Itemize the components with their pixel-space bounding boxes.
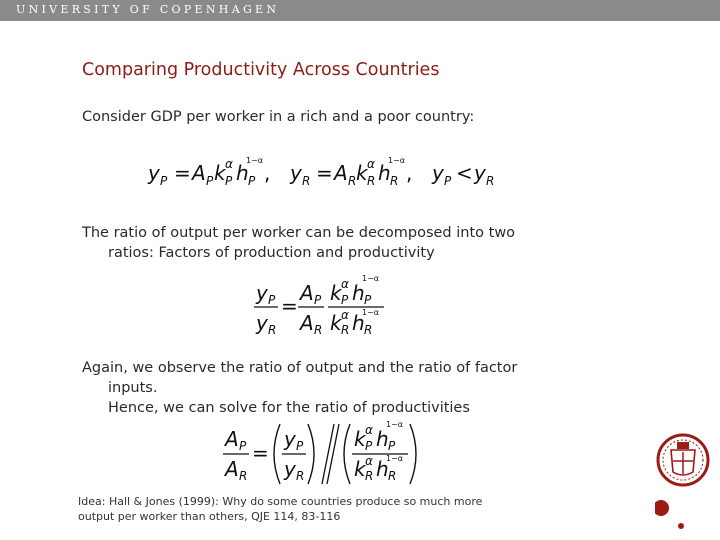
eq1-y: y (148, 161, 160, 185)
eq1-A-sub: P (206, 174, 214, 188)
eq3-right-paren-1 (308, 424, 314, 484)
eq1c-y2-sub: R (486, 174, 495, 188)
eq1-A: A (192, 161, 206, 185)
eq2-kR-sub: R (341, 323, 350, 337)
eq2-kP: k (330, 281, 342, 305)
productivity-ratio-equation (222, 418, 427, 490)
output-ratio-decomposition (252, 272, 392, 342)
eq3-left-paren-1 (274, 424, 280, 484)
eq1c-y: y (432, 161, 444, 185)
eq1b-k: k (356, 161, 368, 185)
eq2-AR: A (300, 311, 314, 335)
eq1b-y-sub: R (302, 174, 311, 188)
eq3-division-slash-1 (322, 424, 334, 484)
eq1-comma: , (264, 161, 271, 185)
eq3-AP-sub: P (239, 439, 247, 453)
eq3-yP: y (284, 427, 296, 451)
eq1b-y: y (290, 161, 302, 185)
eq1-h-exp: 1−α (246, 156, 264, 165)
footnote-line-1: Idea: Hall & Jones (1999): Why do some countries produce so much more (78, 495, 483, 508)
eq1-k: k (214, 161, 226, 185)
again-text-line-2: inputs. (108, 380, 158, 396)
eq3-AR-sub: R (239, 469, 248, 483)
footnote-line-2: output per worker than others, QJE 114, 83-116 (78, 510, 341, 523)
eq3-yP-sub: P (296, 439, 304, 453)
university-seal-icon (655, 432, 711, 536)
eq2-kR-exp: α (341, 308, 349, 322)
eq1c-y-sub: P (444, 174, 452, 188)
eq2-kP-sub: P (341, 293, 349, 307)
slide-title: Comparing Productivity Across Countries (82, 60, 440, 80)
eq1b-h: h (378, 161, 391, 185)
eq3-equals: = (252, 441, 269, 465)
university-header-bar (0, 0, 720, 21)
footnote (78, 494, 482, 524)
eq2-hR: h (352, 311, 365, 335)
eq1b-k-sub: R (367, 174, 376, 188)
eq3-left-paren-2 (344, 424, 350, 484)
intro-text: Consider GDP per worker in a rich and a poor country: (82, 109, 475, 125)
eq3-AR: A (225, 457, 239, 481)
eq2-AR-sub: R (314, 323, 323, 337)
eq2-equals: = (281, 294, 298, 318)
eq3-hP: h (376, 427, 389, 451)
eq1c-y2: y (474, 161, 486, 185)
eq1-h-sub: P (248, 174, 256, 188)
eq2-yR-sub: R (268, 323, 277, 337)
eq2-yR: y (256, 311, 268, 335)
eq3-right-paren-2 (410, 424, 416, 484)
eq3-hR-sub: R (388, 469, 397, 483)
eq1-k-sub: P (225, 174, 233, 188)
eq2-hP: h (352, 281, 365, 305)
eq3-kP-sub: P (365, 439, 373, 453)
eq2-hR-sub: R (364, 323, 373, 337)
eq3-kR-sub: R (365, 469, 374, 483)
eq3-yR-sub: R (296, 469, 305, 483)
university-name: UNIVERSITY OF COPENHAGEN (16, 3, 280, 16)
eq1b-comma: , (406, 161, 413, 185)
eq2-yP: y (256, 281, 268, 305)
eq3-AP: A (225, 427, 239, 451)
production-function-equations (148, 150, 508, 195)
ratio-text-line-2: ratios: Factors of production and productivity (108, 245, 435, 261)
eq1-h: h (236, 161, 249, 185)
eq3-division-slash-2 (327, 424, 339, 484)
eq2-yP-sub: P (268, 293, 276, 307)
eq2-AP: A (300, 281, 314, 305)
ratio-text-line-1: The ratio of output per worker can be decomposed into two (82, 225, 516, 241)
eq3-kP-exp: α (365, 423, 373, 437)
again-text-line-1: Again, we observe the ratio of output and the ratio of factor (82, 360, 518, 376)
eq1b-A: A (334, 161, 348, 185)
eq3-hR: h (376, 457, 389, 481)
eq3-kR-exp: α (365, 454, 373, 468)
eq2-AP-sub: P (314, 293, 322, 307)
eq2-kR: k (330, 311, 342, 335)
eq3-hR-exp: 1−α (386, 454, 404, 463)
eq1b-h-sub: R (390, 174, 399, 188)
eq1-equals: = (174, 161, 191, 185)
again-text-line-3: Hence, we can solve for the ratio of productivities (108, 400, 470, 416)
eq3-kR: k (354, 457, 366, 481)
eq3-kP: k (354, 427, 366, 451)
eq2-kP-exp: α (341, 277, 349, 291)
again-paragraph (82, 358, 517, 418)
eq3-yR: y (284, 457, 296, 481)
eq3-hP-exp: 1−α (386, 420, 404, 429)
eq1-y-sub: P (160, 174, 168, 188)
eq1c-less-than: < (456, 161, 473, 185)
eq3-hP-sub: P (388, 439, 396, 453)
ratio-paragraph (82, 223, 515, 263)
eq2-hP-exp: 1−α (362, 274, 380, 283)
eq1-k-exp: α (225, 157, 233, 171)
eq1b-equals: = (316, 161, 333, 185)
eq2-hR-exp: 1−α (362, 308, 380, 317)
eq1b-A-sub: R (348, 174, 357, 188)
eq1b-k-exp: α (367, 157, 375, 171)
eq2-hP-sub: P (364, 293, 372, 307)
eq1b-h-exp: 1−α (388, 156, 406, 165)
